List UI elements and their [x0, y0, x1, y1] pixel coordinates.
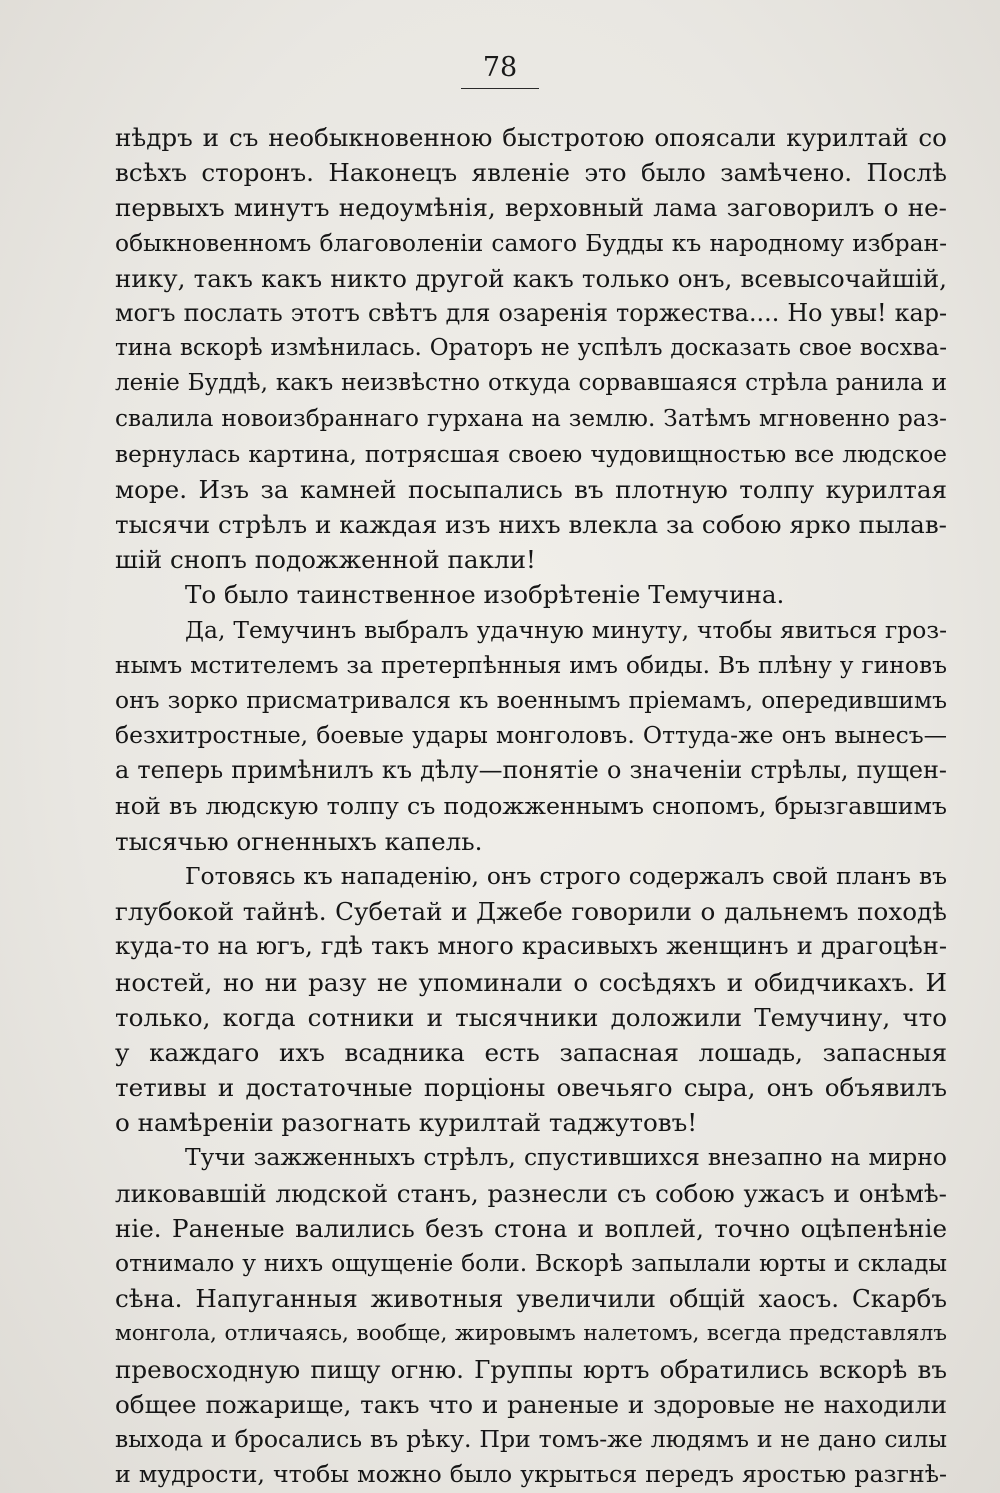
text-line: могъ послать этотъ свѣтъ для озаренія торжества.... Но увы! кар-: [115, 298, 947, 327]
text-line: леніе Буддѣ, какъ неизвѣстно откуда сорвавшаяся стрѣла ранила и: [115, 370, 947, 397]
text-line: нымъ мстителемъ за претерпѣнныя имъ обиды. Въ плѣну у гиновъ: [115, 650, 947, 679]
text-line: только, когда сотники и тысячники доложили Темучину, что: [115, 1002, 947, 1032]
text-line: тина вскорѣ измѣнилась. Ораторъ не успѣлъ досказать свое восхва-: [115, 335, 947, 362]
text-line: шій снопъ подожженной пакли!: [115, 545, 536, 575]
text-line: онъ зорко присматривался къ военнымъ пріемамъ, опередившимъ: [115, 686, 947, 714]
text-line: общее пожарище, такъ что и раненые и здоровые не находили: [115, 1389, 947, 1419]
text-line: отнимало у нихъ ощущеніе боли. Вскорѣ запылали юрты и склады: [115, 1249, 947, 1277]
text-line: первыхъ минутъ недоумѣнія, верховный лама заговорилъ о не-: [115, 193, 947, 223]
text-line: Да, Темучинъ выбралъ удачную минуту, чтобы явиться гроз-: [185, 615, 947, 644]
text-line: куда-то на югъ, гдѣ такъ много красивыхъ женщинъ и драгоцѣн-: [115, 932, 947, 961]
text-line: безхитростные, боевые удары монголовъ. Оттуда-же онъ вынесъ—: [115, 721, 947, 750]
text-line: нѣдръ и съ необыкновенною быстротою опоясали курилтай со: [115, 123, 947, 152]
text-line: тетивы и достаточные порціоны овечьяго сыра, онъ объявилъ: [115, 1073, 947, 1103]
text-line: ной въ людскую толпу съ подожженнымъ снопомъ, брызгавшимъ: [115, 791, 947, 820]
text-line: море. Изъ за камней посыпались въ плотную толпу курилтая: [115, 474, 947, 504]
text-line: Готовясь къ нападенію, онъ строго содержалъ свой планъ въ: [185, 861, 947, 890]
text-line: тысячью огненныхъ капель.: [115, 826, 483, 856]
text-line: свалила новоизбраннаго гурхана на землю. Затѣмъ мгновенно раз-: [115, 405, 947, 432]
text-line: тысячи стрѣлъ и каждая изъ нихъ влекла за собою ярко пылав-: [115, 510, 947, 540]
text-line: ликовавшій людской станъ, разнесли съ собою ужасъ и онѣмѣ-: [115, 1178, 947, 1208]
text-line: монгола, отличаясь, вообще, жировымъ налетомъ, всегда представлялъ: [115, 1321, 947, 1347]
text-line: превосходную пищу огню. Группы юртъ обратились вскорѣ въ: [115, 1354, 947, 1384]
text-line: нику, такъ какъ никто другой какъ только онъ, всевысочайшій,: [115, 263, 947, 293]
text-line: вернулась картина, потрясшая своею чудовищностью все людское: [115, 440, 947, 468]
text-line: и мудрости, чтобы можно было укрыться передъ яростью разгнѣ-: [115, 1460, 947, 1489]
text-line: глубокой тайнѣ. Субетай и Джебе говорили о дальнемъ походѣ: [115, 897, 947, 927]
text-line: сѣна. Напуганныя животныя увеличили общій хаосъ. Скарбъ: [115, 1284, 947, 1314]
text-line: выхода и бросались въ рѣку. При томъ-же людямъ и не дано силы: [115, 1424, 947, 1453]
text-line: всѣхъ сторонъ. Наконецъ явленіе это было замѣчено. Послѣ: [115, 158, 947, 188]
text-line: Тучи зажженныхъ стрѣлъ, спустившихся внезапно на мирно: [185, 1143, 947, 1172]
page-header: [0, 52, 1000, 89]
text-line: о намѣреніи разогнать курилтай таджутовъ!: [115, 1108, 698, 1138]
text-line: у каждаго ихъ всадника есть запасная лошадь, запасныя: [115, 1037, 947, 1067]
text-line: ностей, но ни разу не упоминали о сосѣдяхъ и обидчикахъ. И: [115, 967, 947, 997]
text-line: а теперь примѣнилъ къ дѣлу—понятіе о значеніи стрѣлы, пущен-: [115, 756, 947, 785]
page-number: 78: [461, 52, 539, 89]
text-line: ніе. Раненые валились безъ стона и воплей, точно оцѣпенѣніе: [115, 1213, 947, 1243]
text-line: То было таинственное изобрѣтеніе Темучина.: [185, 580, 785, 610]
body-text: [115, 120, 947, 1492]
text-line: обыкновенномъ благоволеніи самого Будды къ народному избран-: [115, 228, 947, 257]
